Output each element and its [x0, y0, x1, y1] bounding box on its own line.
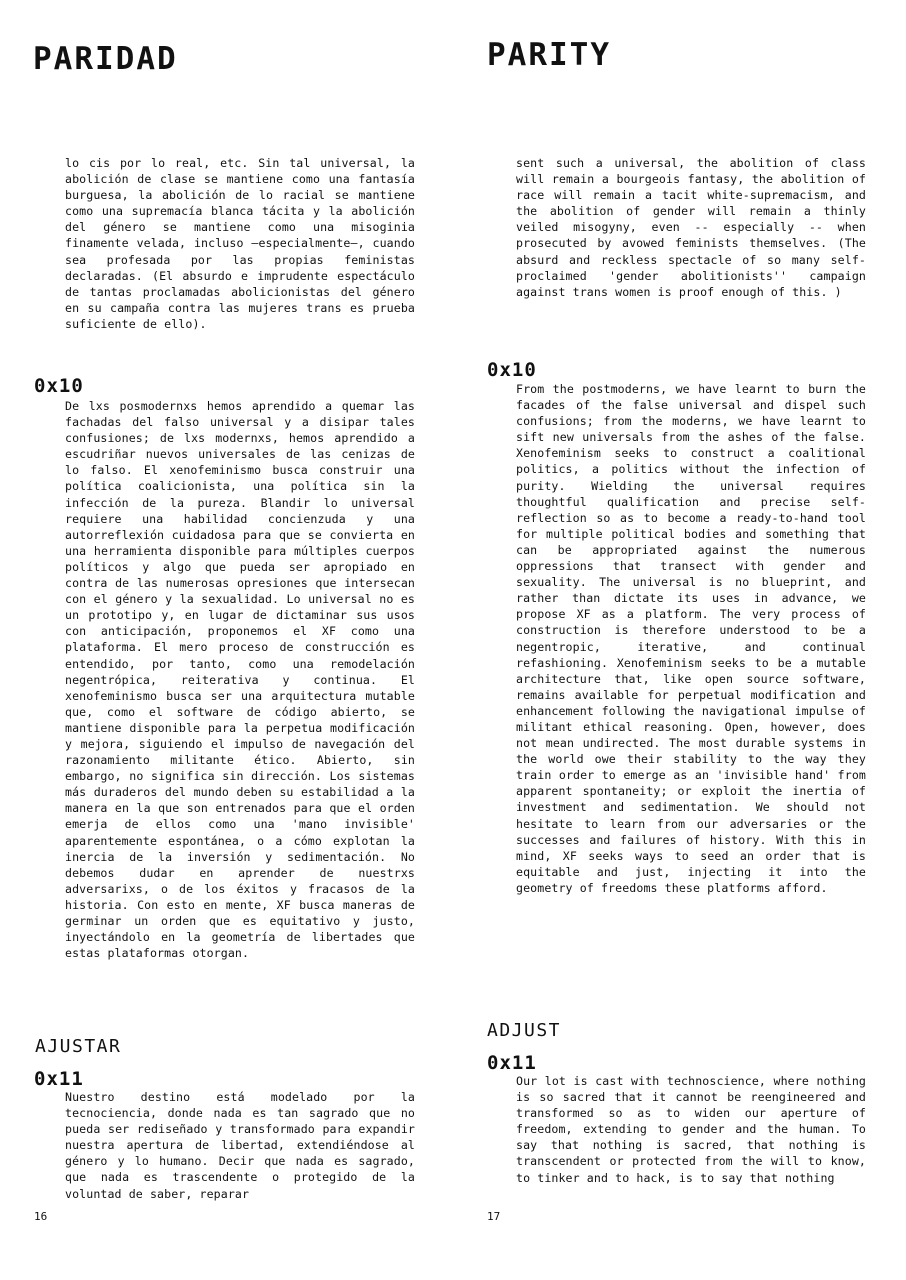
section-number-0x11: 0x11 — [487, 1052, 537, 1074]
paragraph-text: sent such a universal, the abolition of class will remain a bourgeois fantasy, the abolition of race will remain a tacit white-supremacism, and the abolition of gender will remain a thinly veiled misogyny, even -- especially -- when prosecuted by avowed feminists themselves. (The absurd and reckless spectacle of so many self-proclaimed 'gender abolitionists'' campaign against trans women is proof enough of this. ) — [516, 156, 866, 299]
page-title: PARIDAD — [33, 41, 178, 77]
section-heading: ADJUST — [487, 1020, 562, 1041]
page-number: 17 — [487, 1210, 501, 1223]
section-heading: AJUSTAR — [35, 1036, 122, 1057]
section-0x10-body — [516, 381, 866, 896]
section-0x11-body — [65, 1089, 415, 1201]
paragraph-text: lo cis por lo real, etc. Sin tal universal, la abolición de clase se mantiene como una fantasía burguesa, la abolición de lo racial se mantiene como una supremacía blanca tácita y la abolición del género se mantiene como una misoginia finamente velada, incluso —especialmente—, cuando sea profesada por las propias feministas declaradas. (El absurdo e imprudente espectáculo de tantas proclamadas abolicionistas del género en su campaña contra las mujeres trans es prueba suficiente de ello). — [65, 156, 415, 331]
paragraph-text: Nuestro destino está modelado por la tecnociencia, donde nada es tan sagrado que no pueda ser rediseñado y transformado para expandir nuestra apertura de libertad, extendiéndose al género y lo humano. Decir que nada es sagrado, que nada es trascendente o protegido de la voluntad de saber, reparar — [65, 1090, 415, 1201]
page-title: PARITY — [487, 37, 611, 73]
continued-paragraph — [516, 155, 866, 300]
section-number-0x11: 0x11 — [34, 1068, 84, 1090]
section-0x10-body — [65, 398, 415, 961]
continued-paragraph — [65, 155, 415, 332]
paragraph-text: Our lot is cast with technoscience, where nothing is so sacred that it cannot be reengineered and transformed so as to widen our aperture of freedom, extending to gender and the human. To say that nothing is sacred, that nothing is transcendent or protected from the will to know, to tinker and to hack, is to say that nothing — [516, 1074, 866, 1185]
section-number-0x10: 0x10 — [34, 375, 84, 397]
paragraph-text: De lxs posmodernxs hemos aprendido a quemar las fachadas del falso universal y a disipar tales confusiones; de lxs modernxs, hemos aprendido a escudriñar nuevos universales de las cenizas de lo falso. El xenofeminismo busca construir una política coalicionista, una política sin la infección de la pureza. Blandir lo universal requiere una habilidad concienzuda y una autorreflexión cuidadosa para que se convierta en una herramienta disponible para múltiples cuerpos políticos y algo que pueda ser apropiado en contra de las numerosas opresiones que intersecan con el género y la sexualidad. Lo universal no es un prototipo y, en lugar de dictaminar sus usos con anticipación, proponemos el XF como una plataforma. El mero proceso de construcción es entendido, por tanto, como una remodelación negentrópica, reiterativa y continua. El xenofeminismo busca ser una arquitectura mutable que, como el software de código abierto, se mantiene disponible para la perpetua modificación y mejora, siguiendo el impulso de navegación del razonamiento militante ético. Abierto, sin embargo, no significa sin dirección. Los sistemas más duraderos del mundo deben su estabilidad a la manera en la que son entrenados para que el orden emerja de ellos como una 'mano invisible' aparentemente espontánea, o a cómo explotan la inercia de la inversión y sedimentación. No debemos dudar en aprender de nuestrxs adversarixs, o de los éxitos y fracasos de la historia. Con esto en mente, XF busca maneras de germinar un orden que es equitativo y justo, inyectándolo en la geometría de libertades que estas plataformas otorgan. — [65, 399, 415, 961]
section-0x11-body — [516, 1073, 866, 1201]
page-number: 16 — [34, 1210, 48, 1223]
paragraph-text: From the postmoderns, we have learnt to burn the facades of the false universal and dispel such confusions; from the moderns, we have learnt to sift new universals from the ashes of the false. Xenofeminism seeks to construct a coalitional politics, a politics without the infection of purity. Wielding the universal requires thoughtful qualification and precise self-reflection so as to become a ready-to-hand tool for multiple political bodies and something that can be appropriated against the numerous oppressions that transect with gender and sexuality. The universal is no blueprint, and rather than dictate its uses in advance, we propose XF as a platform. The very process of construction is therefore understood to be a negentropic, iterative, and continual refashioning. Xenofeminism seeks to be a mutable architecture that, like open source software, remains available for perpetual modification and enhancement following the navigational impulse of militant ethical reasoning. Open, however, does not mean undirected. The most durable systems in the world owe their stability to the way they train order to emerge as an 'invisible hand' from apparent spontaneity; or exploit the inertia of investment and sedimentation. We should not hesitate to learn from our adversaries or the successes and failures of history. With this in mind, XF seeks ways to seed an order that is equitable and just, injecting it into the geometry of freedoms these platforms afford. — [516, 382, 866, 895]
right-page — [453, 0, 906, 1280]
section-number-0x10: 0x10 — [487, 359, 537, 381]
